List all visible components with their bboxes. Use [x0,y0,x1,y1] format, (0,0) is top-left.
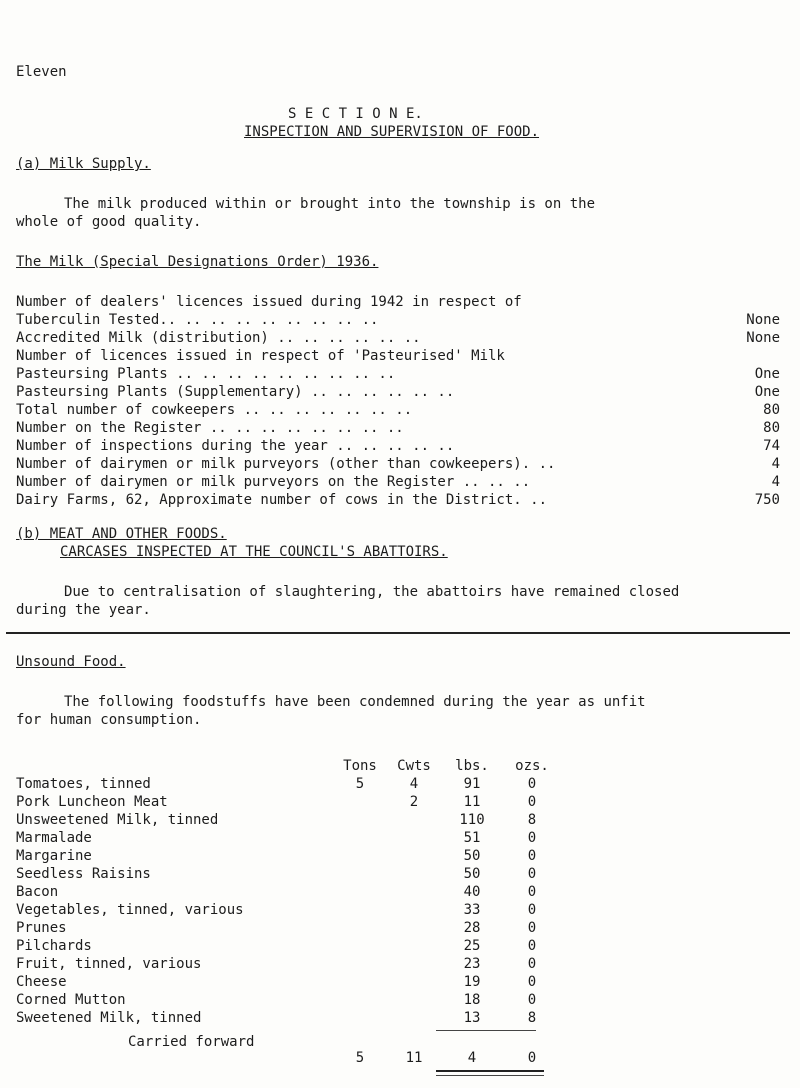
food-lbs: 25 [463,938,481,954]
meat-heading: (b) MEAT AND OTHER FOODS. [16,526,227,542]
food-name: Tomatoes, tinned [16,776,151,792]
milk-row-label: Number on the Register .. .. .. .. .. .. .. .. [16,420,404,436]
column-headers [16,758,676,776]
food-row [16,776,676,794]
food-row [16,992,676,1010]
food-name: Pilchards [16,938,92,954]
food-tons: 5 [355,776,365,792]
food-row [16,884,676,902]
food-lbs: 33 [463,902,481,918]
milk-row [16,366,786,384]
food-lbs: 28 [463,920,481,936]
food-ozs: 0 [527,776,537,792]
milk-row [16,492,786,510]
food-lbs: 11 [463,794,481,810]
milk-row-value: 80 [763,420,780,436]
food-ozs: 0 [527,956,537,972]
milk-row-label: Accredited Milk (distribution) .. .. .. .. .. .. [16,330,421,346]
milk-row-label: Pasteursing Plants (Supplementary) .. .. .. .. .. .. [16,384,455,400]
milk-row-label: Pasteursing Plants .. .. .. .. .. .. .. .. .. [16,366,396,382]
food-row [16,956,676,974]
food-name: Fruit, tinned, various [16,956,202,972]
milk-para-2: whole of good quality. [16,214,202,230]
food-name: Bacon [16,884,59,900]
food-name: Vegetables, tinned, various [16,902,244,918]
food-row [16,794,676,812]
carried-forward-row [16,1050,676,1068]
milk-row [16,330,786,348]
milk-para-1: The milk produced within or brought into the township is on the [64,196,596,212]
milk-row-value: 80 [763,402,780,418]
milk-row [16,402,786,420]
food-ozs: 0 [527,866,537,882]
divider [6,632,790,634]
milk-row-value: 74 [763,438,780,454]
food-name: Seedless Raisins [16,866,151,882]
meat-para-1: Due to centralisation of slaughtering, the abattoirs have remained closed [64,584,680,600]
column-header-ozs: ozs. [515,758,549,774]
milk-row [16,312,786,330]
food-name: Marmalade [16,830,92,846]
milk-row-label: Number of dairymen or milk purveyors (other than cowkeepers). .. [16,456,556,472]
food-ozs: 0 [527,848,537,864]
food-ozs: 0 [527,902,537,918]
milk-order-title: The Milk (Special Designations Order) 1936. [16,254,379,270]
meat-subheading: CARCASES INSPECTED AT THE COUNCIL'S ABATTOIRS. [60,544,448,560]
food-row [16,830,676,848]
milk-row-value: 750 [754,492,780,508]
food-name: Sweetened Milk, tinned [16,1010,202,1026]
food-ozs: 0 [527,992,537,1008]
milk-heading: (a) Milk Supply. [16,156,151,172]
food-cwts: 4 [409,776,419,792]
double-rule-2 [436,1075,544,1076]
food-lbs: 110 [459,812,485,828]
milk-row [16,438,786,456]
milk-row [16,456,786,474]
food-ozs: 0 [527,974,537,990]
unsound-para-1: The following foodstuffs have been condemned during the year as unfit [64,694,646,710]
food-ozs: 0 [527,920,537,936]
food-row [16,902,676,920]
unsound-para-2: for human consumption. [16,712,202,728]
total-rule [436,1030,536,1031]
food-ozs: 0 [527,830,537,846]
food-row [16,848,676,866]
carried-forward-label: Carried forward [128,1034,255,1050]
milk-row-label: Total number of cowkeepers .. .. .. .. .. .. .. [16,402,413,418]
carried-forward-ozs: 0 [527,1050,537,1066]
food-ozs: 0 [527,884,537,900]
carried-forward-lbs: 4 [467,1050,477,1066]
food-ozs: 0 [527,794,537,810]
food-lbs: 50 [463,866,481,882]
meat-para-2: during the year. [16,602,151,618]
milk-row-value: One [754,366,780,382]
column-header-tons: Tons [343,758,377,774]
milk-row-label: Number of inspections during the year .. .. .. .. .. [16,438,455,454]
food-row [16,974,676,992]
food-ozs: 0 [527,938,537,954]
food-row [16,866,676,884]
food-ozs: 8 [527,1010,537,1026]
milk-row-label: Number of dairymen or milk purveyors on the Register .. .. .. [16,474,531,490]
food-lbs: 91 [463,776,481,792]
page-label: Eleven [16,64,67,80]
milk-row-value: One [754,384,780,400]
milk-row-label: Number of licences issued in respect of 'Pasteurised' Milk [16,348,505,364]
food-lbs: 50 [463,848,481,864]
food-name: Unsweetened Milk, tinned [16,812,219,828]
milk-row-label: Tuberculin Tested.. .. .. .. .. .. .. .. .. [16,312,379,328]
food-lbs: 19 [463,974,481,990]
milk-row-value: None [746,312,780,328]
milk-row-value: None [746,330,780,346]
section-title: S E C T I O N E. [288,106,423,122]
food-ozs: 8 [527,812,537,828]
milk-row [16,474,786,492]
unsound-heading: Unsound Food. [16,654,126,670]
food-lbs: 18 [463,992,481,1008]
food-name: Pork Luncheon Meat [16,794,168,810]
milk-row [16,384,786,402]
food-row [16,1010,676,1028]
milk-row-label: Number of dealers' licences issued during 1942 in respect of [16,294,522,310]
food-row [16,938,676,956]
food-name: Margarine [16,848,92,864]
milk-row [16,420,786,438]
column-header-cwts: Cwts [397,758,431,774]
food-row [16,812,676,830]
milk-row [16,294,786,312]
food-lbs: 40 [463,884,481,900]
food-cwts: 2 [409,794,419,810]
double-rule-1 [436,1070,544,1072]
food-row [16,920,676,938]
milk-row-label: Dairy Farms, 62, Approximate number of cows in the District. .. [16,492,548,508]
carried-forward-tons: 5 [355,1050,365,1066]
food-name: Corned Mutton [16,992,126,1008]
column-header-lbs: lbs. [455,758,489,774]
section-subtitle: INSPECTION AND SUPERVISION OF FOOD. [244,124,540,140]
food-lbs: 51 [463,830,481,846]
milk-row-value: 4 [771,456,780,472]
milk-row [16,348,786,366]
food-lbs: 23 [463,956,481,972]
food-name: Cheese [16,974,67,990]
carried-forward-cwts: 11 [405,1050,423,1066]
food-name: Prunes [16,920,67,936]
food-lbs: 13 [463,1010,481,1026]
milk-row-value: 4 [771,474,780,490]
